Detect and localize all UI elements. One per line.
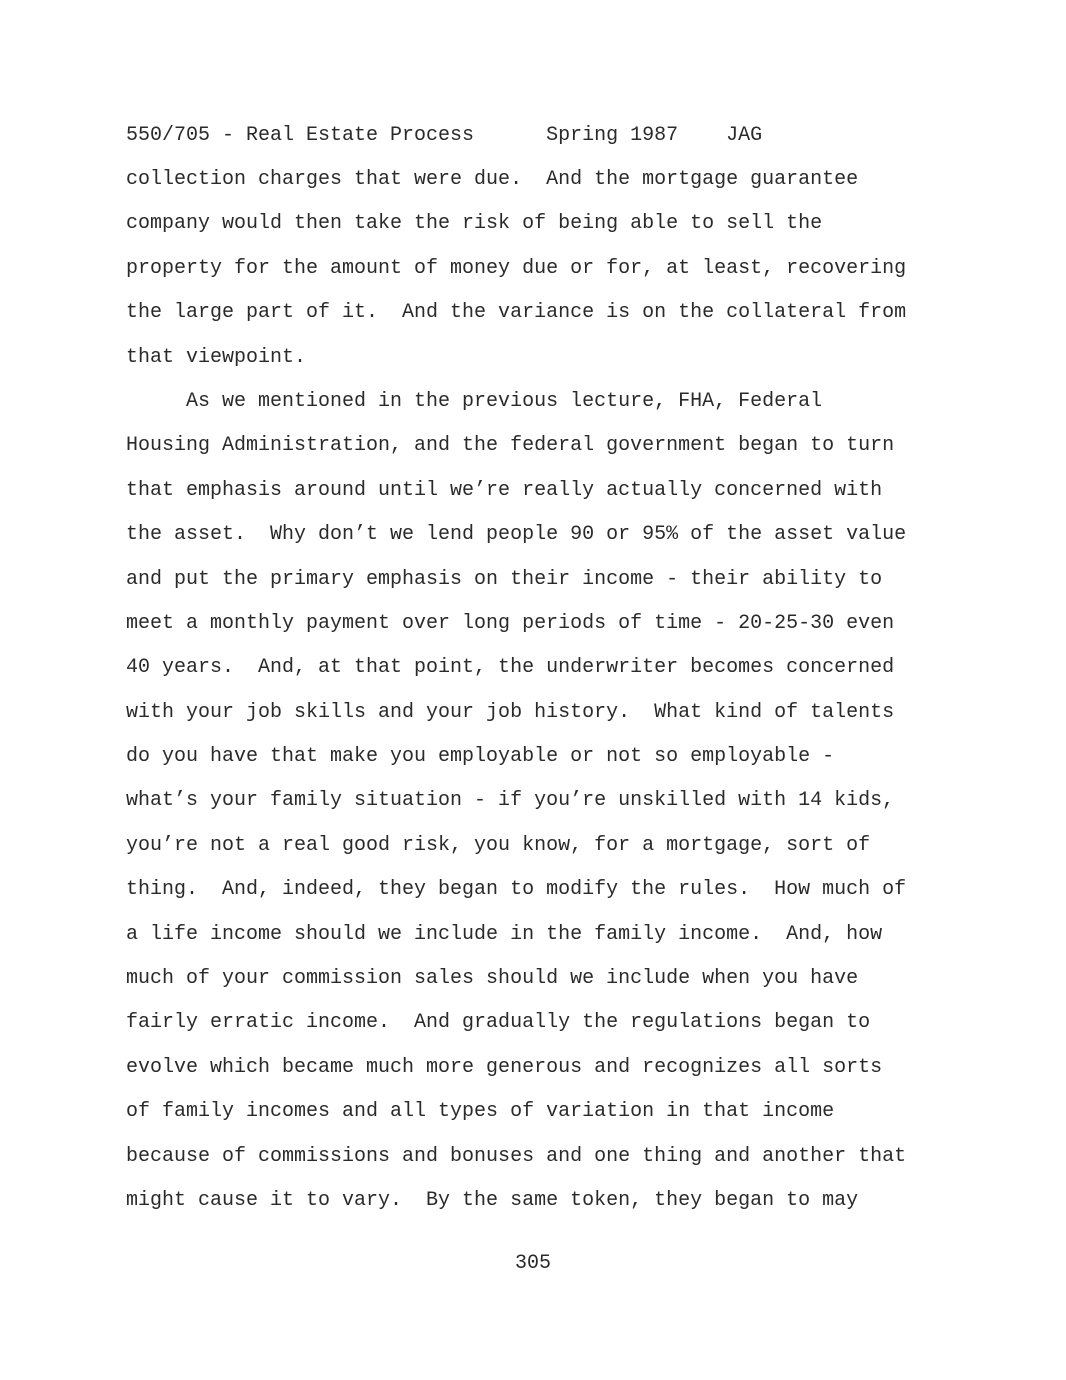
page-number: 305 [514, 1252, 551, 1275]
text-line: evolve which became much more generous and recognizes all sorts [126, 1055, 883, 1079]
header-initials: JAG [726, 124, 763, 147]
text-line: thing. And, indeed, they began to modify the rules. How much of [126, 878, 907, 902]
text-line: because of commissions and bonuses and one thing and another that [126, 1144, 907, 1168]
text-line: might cause it to vary. By the same token, they began to may [126, 1188, 859, 1212]
text-line: of family incomes and all types of variation in that income [126, 1100, 835, 1124]
text-line: property for the amount of money due or for, at least, recovering [126, 256, 907, 280]
text-line: the large part of it. And the variance is on the collateral from [126, 301, 907, 325]
text-line: meet a monthly payment over long periods of time - 20-25-30 even [126, 611, 895, 635]
text-line: the asset. Why don’t we lend people 90 or 95% of the asset value [126, 523, 907, 547]
text-line: and put the primary emphasis on their income - their ability to [126, 567, 883, 591]
text-line: do you have that make you employable or not so employable - [126, 745, 835, 769]
text-line: what’s your family situation - if you’re unskilled with 14 kids, [126, 789, 895, 813]
text-line: with your job skills and your job history. What kind of talents [126, 700, 895, 724]
header-term: Spring 1987 [546, 124, 679, 147]
text-line: 40 years. And, at that point, the underwriter becomes concerned [126, 656, 895, 680]
text-line: a life income should we include in the family income. And, how [126, 922, 883, 946]
text-line: that viewpoint. [126, 345, 307, 369]
text-line: As we mentioned in the previous lecture, FHA, Federal [126, 389, 823, 413]
body-text [126, 168, 956, 1233]
text-line: company would then take the risk of being able to sell the [126, 212, 823, 236]
text-line: Housing Administration, and the federal government began to turn [126, 434, 895, 458]
text-line: fairly erratic income. And gradually the regulations began to [126, 1011, 871, 1035]
text-line: that emphasis around until we’re really actually concerned with [126, 478, 883, 502]
text-line: much of your commission sales should we include when you have [126, 967, 859, 991]
header-course: 550/705 - Real Estate Process [126, 124, 475, 147]
text-line: collection charges that were due. And the mortgage guarantee [126, 168, 859, 191]
text-line: you’re not a real good risk, you know, for a mortgage, sort of [126, 833, 871, 857]
page-header [126, 124, 762, 148]
